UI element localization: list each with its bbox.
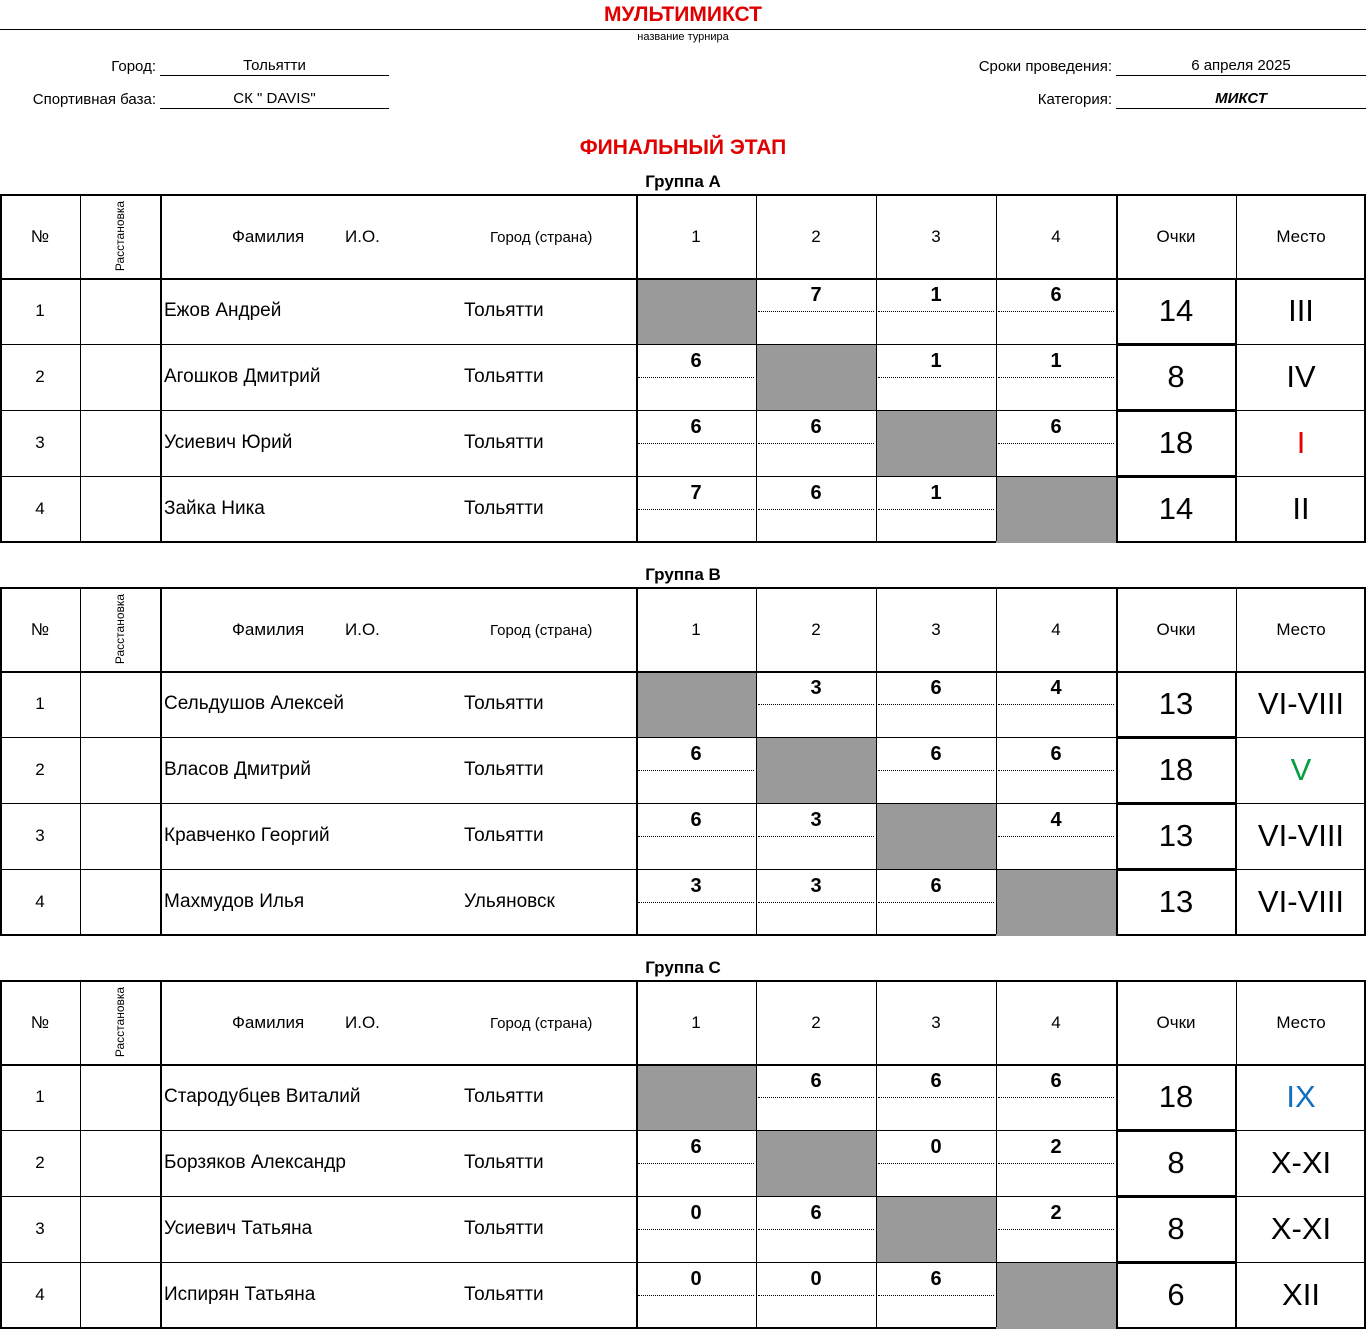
match-score: 6 <box>930 742 942 765</box>
self-match-cell <box>996 1263 1116 1329</box>
player-points: 8 <box>1167 1211 1185 1246</box>
player-points: 8 <box>1167 1145 1185 1180</box>
header-opponent: 3 <box>931 620 941 639</box>
player-name: Власов Дмитрий <box>164 759 312 780</box>
player-points: 13 <box>1158 818 1194 853</box>
group-table <box>0 194 1366 543</box>
match-score: 6 <box>1050 1069 1062 1092</box>
row-number: 1 <box>35 1087 45 1106</box>
player-name: Ежов Андрей <box>164 300 282 321</box>
match-score: 4 <box>1050 676 1062 699</box>
player-points: 14 <box>1158 293 1194 328</box>
player-name: Сельдушов Алексей <box>164 693 344 714</box>
player-name: Борзяков Александр <box>164 1152 346 1173</box>
player-place: VI-VIII <box>1257 884 1345 919</box>
header-opponent: 4 <box>1051 620 1061 639</box>
header-city: Город (страна) <box>490 621 593 639</box>
player-city: Тольятти <box>464 366 544 387</box>
player-place: I <box>1296 425 1306 460</box>
header-seeding: Расстановка <box>113 200 127 272</box>
player-place: VI-VIII <box>1257 818 1345 853</box>
player-place: XII <box>1282 1277 1320 1312</box>
match-score: 6 <box>690 808 702 831</box>
header-opponent: 3 <box>931 227 941 246</box>
category-field: МИКСТ <box>1116 89 1366 109</box>
group-table <box>0 587 1366 936</box>
match-score: 6 <box>930 1267 942 1290</box>
header-opponent: 4 <box>1051 1013 1061 1032</box>
match-score: 3 <box>690 874 702 897</box>
match-score: 7 <box>810 283 822 306</box>
header-opponent: 1 <box>691 227 701 246</box>
match-score: 6 <box>690 415 702 438</box>
header-surname: Фамилия <box>232 227 305 246</box>
match-score: 1 <box>930 283 942 306</box>
match-score: 6 <box>1050 283 1062 306</box>
player-name: Испирян Татьяна <box>164 1284 316 1305</box>
player-city: Ульяновск <box>464 891 555 912</box>
self-match-cell <box>996 870 1116 936</box>
player-place: X-XI <box>1270 1211 1332 1246</box>
match-score: 4 <box>1050 808 1062 831</box>
header-initials: И.О. <box>345 620 380 639</box>
match-score: 1 <box>930 481 942 504</box>
self-match-cell <box>876 411 996 477</box>
match-score: 3 <box>810 874 822 897</box>
player-name: Кравченко Георгий <box>164 825 330 846</box>
header-points: Очки <box>1156 1013 1196 1032</box>
group-title: Группа A <box>645 172 721 191</box>
player-place: III <box>1288 293 1314 328</box>
player-city: Тольятти <box>464 1218 544 1239</box>
row-number: 4 <box>35 499 45 518</box>
stage-title: ФИНАЛЬНЫЙ ЭТАП <box>579 136 787 159</box>
row-number: 3 <box>35 433 45 452</box>
tournament-subtitle: название турнира <box>637 31 729 43</box>
match-score: 0 <box>930 1135 942 1158</box>
player-name: Усиевич Татьяна <box>164 1218 313 1239</box>
match-score: 6 <box>930 1069 942 1092</box>
row-number: 2 <box>35 760 45 779</box>
match-score: 6 <box>1050 742 1062 765</box>
row-number: 2 <box>35 1153 45 1172</box>
player-points: 18 <box>1158 1079 1194 1114</box>
header-seeding: Расстановка <box>113 986 127 1058</box>
match-score: 1 <box>930 349 942 372</box>
header-initials: И.О. <box>345 1013 380 1032</box>
header-surname: Фамилия <box>232 1013 305 1032</box>
header-place: Место <box>1276 1013 1326 1032</box>
self-match-cell <box>876 804 996 870</box>
header-city: Город (страна) <box>490 1014 593 1032</box>
self-match-cell <box>996 477 1116 543</box>
header-points: Очки <box>1156 620 1196 639</box>
header-points: Очки <box>1156 227 1196 246</box>
player-name: Махмудов Илья <box>164 891 305 912</box>
self-match-cell <box>636 672 756 738</box>
player-place: II <box>1292 491 1310 526</box>
header-opponent: 4 <box>1051 227 1061 246</box>
header-no: № <box>30 227 50 246</box>
player-points: 6 <box>1167 1277 1185 1312</box>
city-label: Город: <box>111 58 156 75</box>
header-no: № <box>30 1013 50 1032</box>
category-label: Категория: <box>1037 91 1112 108</box>
column-divider <box>160 196 162 541</box>
player-name: Агошков Дмитрий <box>164 366 321 387</box>
venue-label: Спортивная база: <box>32 91 156 108</box>
row-number: 1 <box>35 301 45 320</box>
row-number: 3 <box>35 826 45 845</box>
header-opponent: 2 <box>811 620 821 639</box>
header-city: Город (страна) <box>490 228 593 246</box>
match-score: 1 <box>1050 349 1062 372</box>
row-number: 4 <box>35 892 45 911</box>
row-number: 3 <box>35 1219 45 1238</box>
match-score: 6 <box>930 676 942 699</box>
player-city: Тольятти <box>464 693 544 714</box>
group-title: Группа B <box>645 565 721 584</box>
match-score: 6 <box>690 349 702 372</box>
player-place: IV <box>1286 359 1316 394</box>
header-no: № <box>30 620 50 639</box>
player-points: 18 <box>1158 425 1194 460</box>
player-name: Зайка Ника <box>164 498 265 519</box>
match-score: 6 <box>1050 415 1062 438</box>
column-divider <box>80 589 81 934</box>
row-number: 2 <box>35 367 45 386</box>
match-score: 6 <box>810 1069 822 1092</box>
player-place: V <box>1290 752 1312 787</box>
player-city: Тольятти <box>464 1086 544 1107</box>
match-score: 6 <box>690 742 702 765</box>
player-city: Тольятти <box>464 1152 544 1173</box>
match-score: 2 <box>1050 1201 1062 1224</box>
player-points: 13 <box>1158 884 1194 919</box>
match-score: 2 <box>1050 1135 1062 1158</box>
player-place: X-XI <box>1270 1145 1332 1180</box>
match-score: 6 <box>810 481 822 504</box>
match-score: 0 <box>690 1201 702 1224</box>
self-match-cell <box>876 1197 996 1263</box>
header-initials: И.О. <box>345 227 380 246</box>
match-score: 6 <box>930 874 942 897</box>
player-city: Тольятти <box>464 759 544 780</box>
player-points: 18 <box>1158 752 1194 787</box>
venue-field: СК " DAVIS" <box>160 89 389 109</box>
dates-label: Сроки проведения: <box>978 58 1112 75</box>
group-title: Группа C <box>645 958 721 977</box>
player-city: Тольятти <box>464 498 544 519</box>
column-divider <box>160 982 162 1327</box>
self-match-cell <box>756 738 876 804</box>
match-score: 0 <box>810 1267 822 1290</box>
match-score: 0 <box>690 1267 702 1290</box>
tournament-title: МУЛЬТИМИКСТ <box>604 3 762 26</box>
match-score: 6 <box>810 1201 822 1224</box>
self-match-cell <box>636 1065 756 1131</box>
header-opponent: 1 <box>691 620 701 639</box>
header-opponent: 1 <box>691 1013 701 1032</box>
player-city: Тольятти <box>464 300 544 321</box>
player-points: 14 <box>1158 491 1194 526</box>
match-score: 3 <box>810 676 822 699</box>
self-match-cell <box>756 345 876 411</box>
self-match-cell <box>636 279 756 345</box>
player-place: IX <box>1286 1079 1316 1114</box>
column-divider <box>160 589 162 934</box>
row-number: 4 <box>35 1285 45 1304</box>
player-name: Стародубцев Виталий <box>164 1086 361 1107</box>
header-surname: Фамилия <box>232 620 305 639</box>
match-score: 6 <box>690 1135 702 1158</box>
player-place: VI-VIII <box>1257 686 1345 721</box>
header-opponent: 2 <box>811 227 821 246</box>
header-opponent: 3 <box>931 1013 941 1032</box>
header-seeding: Расстановка <box>113 593 127 665</box>
header-opponent: 2 <box>811 1013 821 1032</box>
player-name: Усиевич Юрий <box>164 432 293 453</box>
column-divider <box>80 982 81 1327</box>
self-match-cell <box>756 1131 876 1197</box>
player-points: 8 <box>1167 359 1185 394</box>
match-score: 3 <box>810 808 822 831</box>
group-table <box>0 980 1366 1329</box>
player-points: 13 <box>1158 686 1194 721</box>
player-city: Тольятти <box>464 1284 544 1305</box>
dates-field: 6 апреля 2025 <box>1116 56 1366 76</box>
match-score: 6 <box>810 415 822 438</box>
column-divider <box>80 196 81 541</box>
match-score: 7 <box>690 481 702 504</box>
player-city: Тольятти <box>464 825 544 846</box>
header-place: Место <box>1276 227 1326 246</box>
row-number: 1 <box>35 694 45 713</box>
city-field: Тольятти <box>160 56 389 76</box>
title-underline <box>0 29 1366 30</box>
header-place: Место <box>1276 620 1326 639</box>
player-city: Тольятти <box>464 432 544 453</box>
